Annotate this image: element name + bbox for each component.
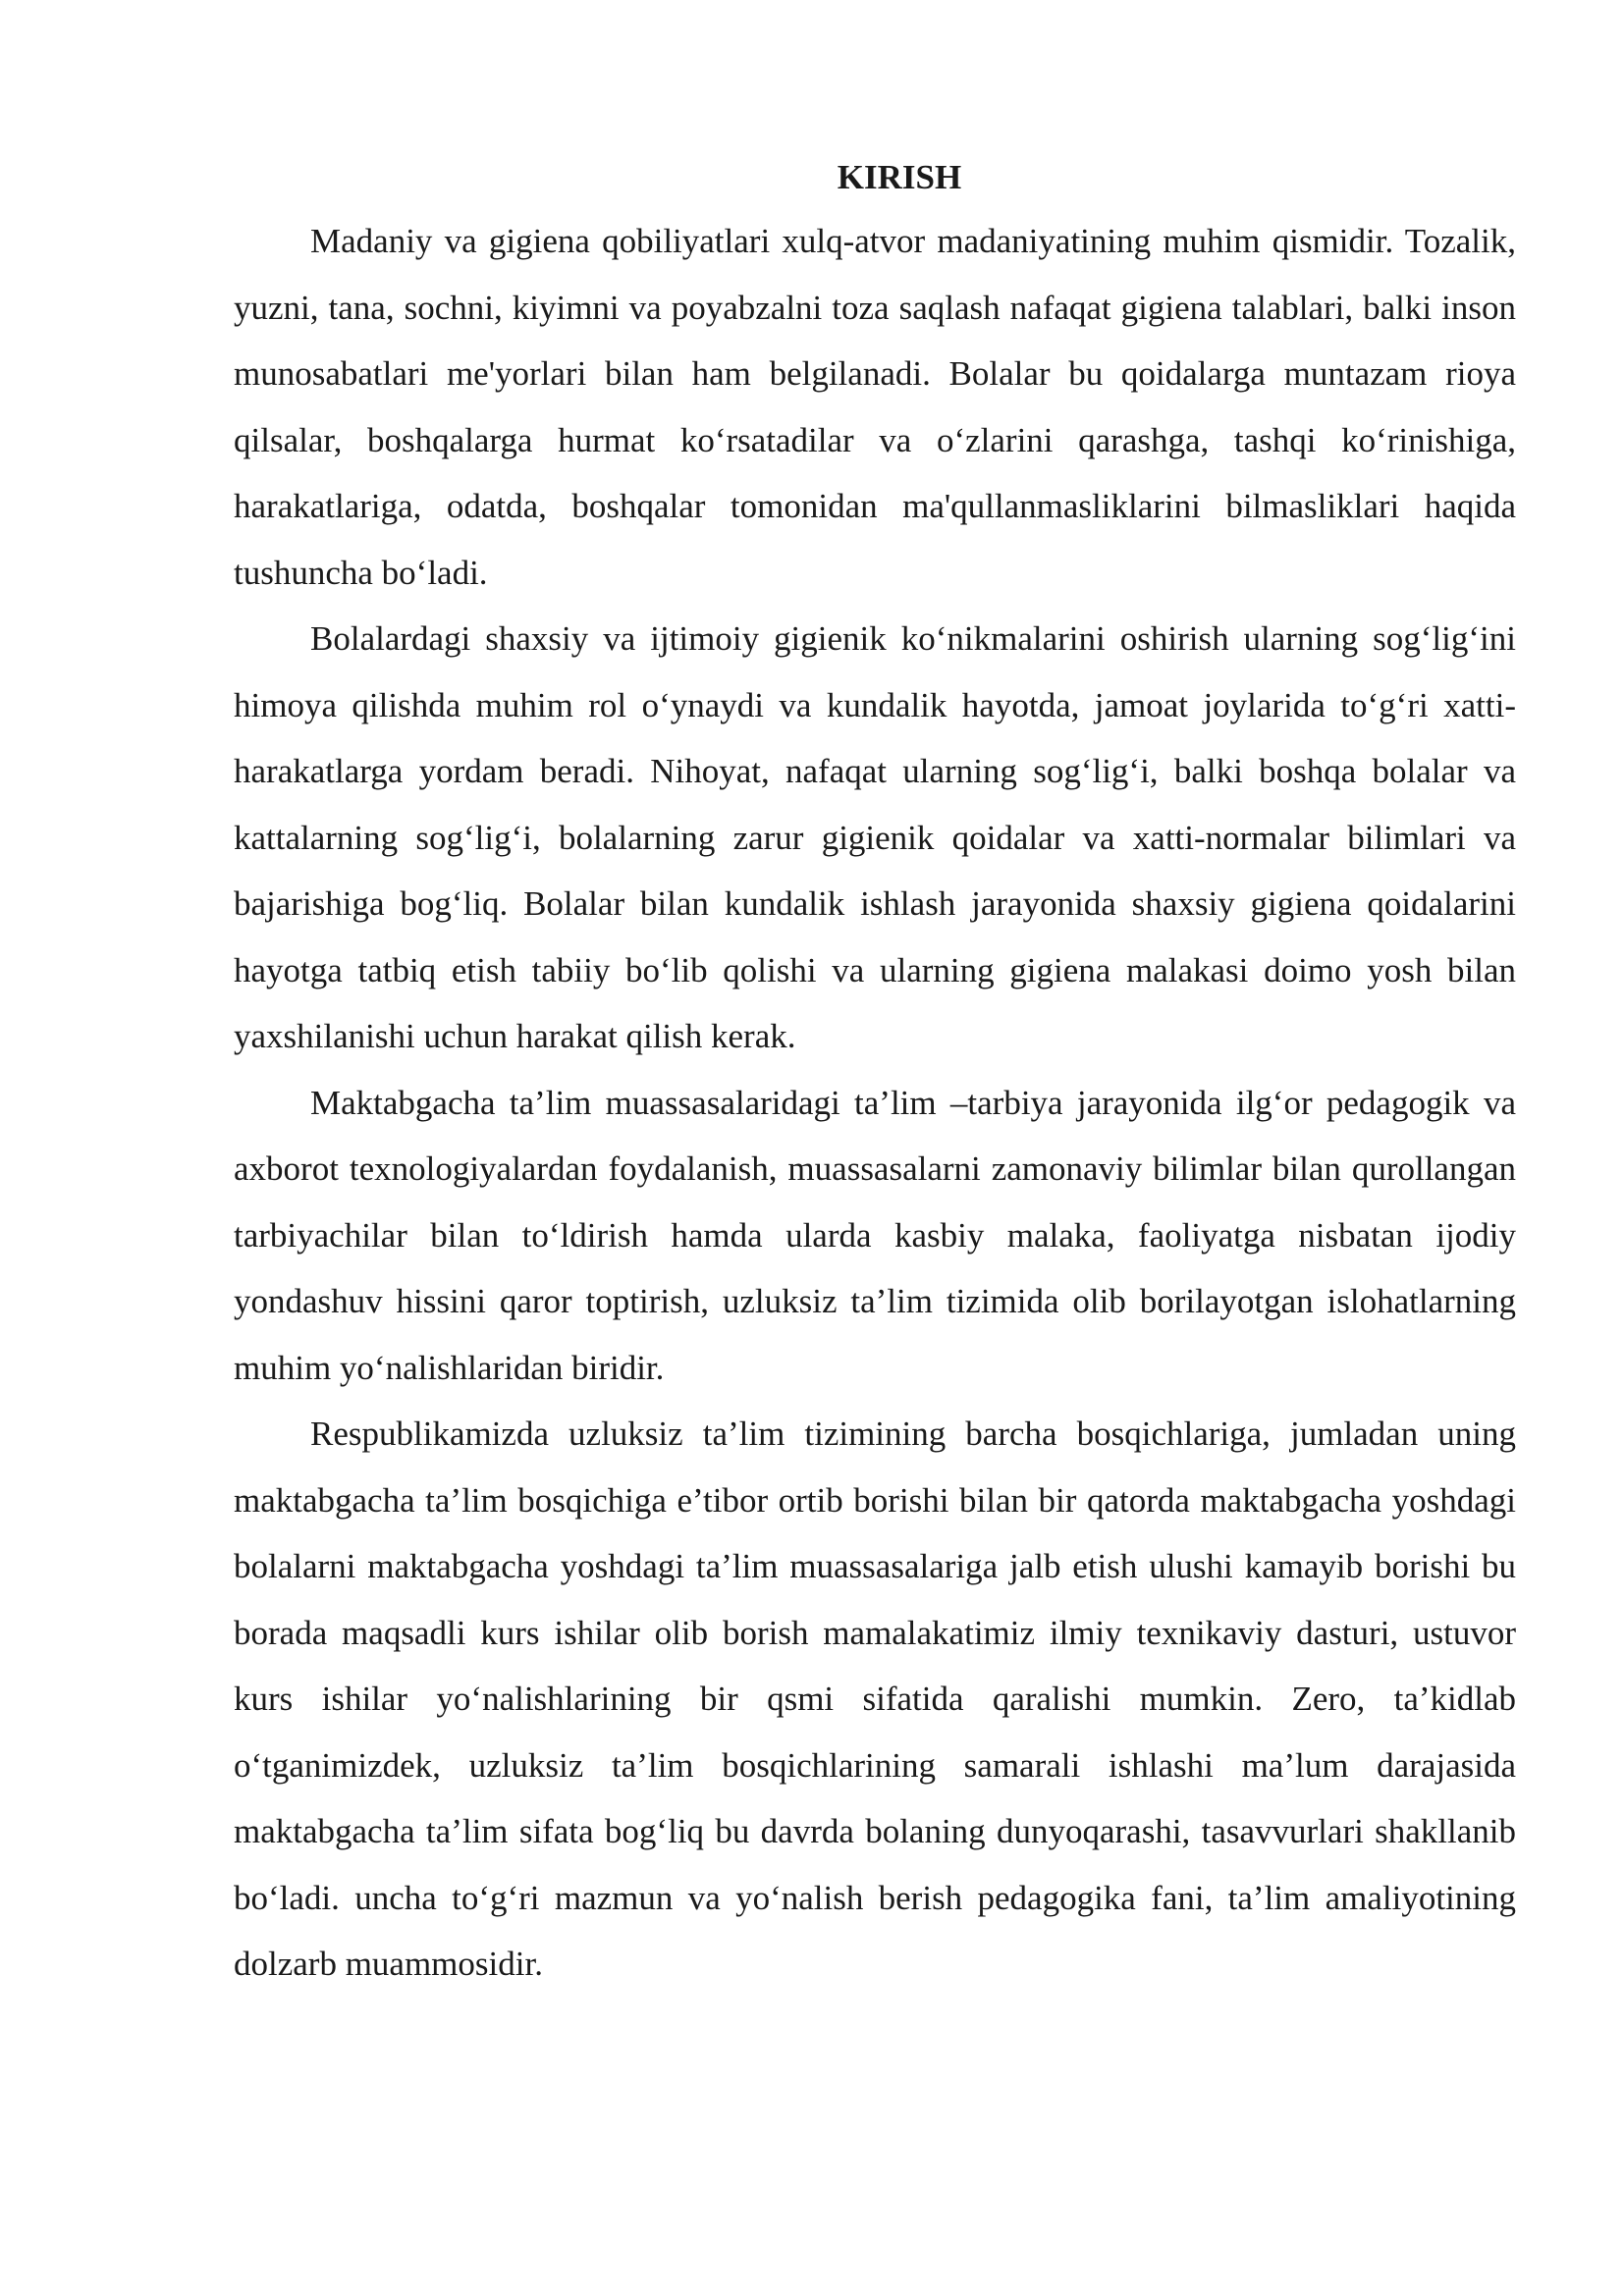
document-page	[234, 147, 1516, 1998]
paragraph-4: Respublikamizda uzluksiz ta’lim tizimining barcha bosqichlariga, jumladan uning maktabgacha ta’lim bosqichiga e’tibor ortib borishi bilan bir qatorda maktabgacha yoshdagi bolalarni maktabgacha yoshdagi ta’lim muassasalariga jalb etish ulushi kamayib borishi bu borada maqsadli kurs ishilar olib borish mamalakatimiz ilmiy texnikaviy dasturi, ustuvor kurs ishilar yo‘nalishlarining bir qsmi sifatida qaralishi mumkin. Zero, ta’kidlab o‘tganimizdek, uzluksiz ta’lim bosqichlarining samarali ishlashi ma’lum darajasida maktabgacha ta’lim sifata bog‘liq bu davrda bolaning dunyoqarashi, tasavvurlari shakllanib bo‘ladi. uncha to‘g‘ri mazmun va yo‘nalish berish pedagogika fani, ta’lim amaliyotining dolzarb muammosidir.	[234, 1415, 1516, 1983]
document-title: KIRISH	[837, 158, 962, 196]
paragraph-2: Bolalardagi shaxsiy va ijtimoiy gigienik ko‘nikmalarini oshirish ularning sog‘lig‘ini himoya qilishda muhim rol o‘ynaydi va kundalik hayotda, jamoat joylarida to‘g‘ri xatti-harakatlarga yordam beradi. Nihoyat, nafaqat ularning sog‘lig‘i, balki boshqa bolalar va kattalarning sog‘lig‘i, bolalarning zarur gigienik qoidalar va xatti-normalar bilimlari va bajarishiga bog‘liq. Bolalar bilan kundalik ishlash jarayonida shaxsiy gigiena qoidalarini hayotga tatbiq etish tabiiy bo‘lib qolishi va ularning gigiena malakasi doimo yosh bilan yaxshilanishi uchun harakat qilish kerak.	[234, 619, 1516, 1055]
paragraph-1: Madaniy va gigiena qobiliyatlari xulq-atvor madaniyatining muhim qismidir. Tozalik, yuzni, tana, sochni, kiyimni va poyabzalni toza saqlash nafaqat gigiena talablari, balki inson munosabatlari me'yorlari bilan ham belgilanadi. Bolalar bu qoidalarga muntazam rioya qilsalar, boshqalarga hurmat ko‘rsatadilar va o‘zlarini qarashga, tashqi ko‘rinishiga, harakatlariga, odatda, boshqalar tomonidan ma'qullanmasliklarini bilmasliklari haqida tushuncha bo‘ladi.	[234, 222, 1516, 592]
paragraph-3: Maktabgacha ta’lim muassasalaridagi ta’lim –tarbiya jarayonida ilg‘or pedagogik va axborot texnologiyalardan foydalanish, muassasalarni zamonaviy bilimlar bilan qurollangan tarbiyachilar bilan to‘ldirish hamda ularda kasbiy malaka, faoliyatga nisbatan ijodiy yondashuv hissini qaror toptirish, uzluksiz ta’lim tizimida olib borilayotgan islohatlarning muhim yo‘nalishlaridan biridir.	[234, 1083, 1516, 1387]
